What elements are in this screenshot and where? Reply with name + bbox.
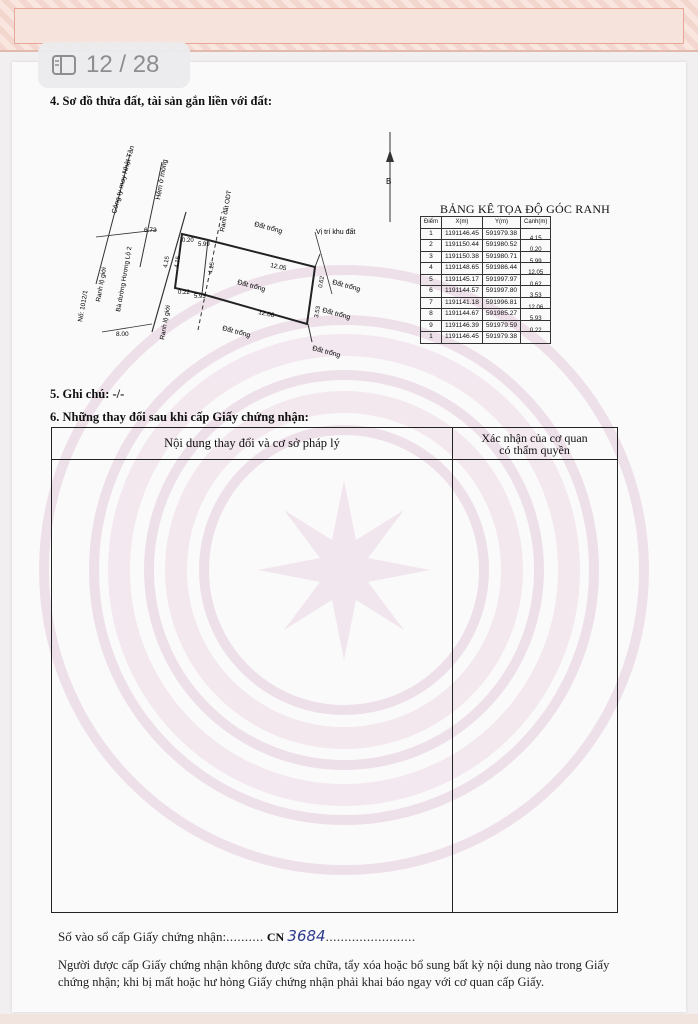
registry-number-line: Số vào sổ cấp Giấy chứng nhận:.......... CN 3684........................ <box>58 927 416 945</box>
coord-table-title: BẢNG KÊ TỌA ĐỘ GÓC RANH <box>440 202 611 216</box>
label-cong-ty: Công ty may Nhật Tân <box>111 145 137 215</box>
dim-5-99: 5.99 <box>198 242 210 248</box>
table-row: 8 1191144.67 591985.27 5.93 <box>421 309 551 321</box>
coord-table-header <box>421 217 551 229</box>
north-arrow-icon <box>386 132 394 222</box>
label-hem: Hẻm ở móng <box>155 158 170 201</box>
table-row: 9 1191146.39 591979.59 0.22 <box>421 320 551 332</box>
section-6-heading: 6. Những thay đổi sau khi cấp Giấy chứng nhận: <box>50 410 309 424</box>
certificate-bottom-border <box>0 1014 698 1024</box>
col-canh: Cạnh(m) <box>521 217 551 229</box>
table-row: 4 1191148.65 591986.44 12.05 <box>421 263 551 275</box>
dim-6-73: 6.73 <box>144 227 157 234</box>
label-dat-trong-6: Đất trống <box>311 345 342 360</box>
coord-table <box>420 216 551 344</box>
changes-col-content-header: Nội dung thay đổi và cơ sở pháp lý <box>164 436 340 450</box>
land-plot-polygon <box>175 234 315 324</box>
table-row: 5 1191145.17 591997.97 0.62 <box>421 274 551 286</box>
table-row: 3 1191150.38 591980.71 5.99 <box>421 251 551 263</box>
section-4-heading: 4. Sơ đồ thửa đất, tài sản gắn liền với đất: <box>50 94 273 108</box>
label-dat-trong-3: Đất trống <box>331 279 362 294</box>
section-5-heading: 5. Ghi chú: -/- <box>50 387 125 401</box>
table-row: 6 1191144.57 591997.80 3.53 <box>421 286 551 298</box>
table-row: 7 1191141.18 591996.81 12.06 <box>421 297 551 309</box>
label-dat-trong-4: Đất trống <box>321 307 352 322</box>
dim-8-00: 8.00 <box>116 331 129 338</box>
col-y: Y(m) <box>482 217 520 229</box>
dim-0-62: 0.62 <box>318 275 326 289</box>
label-no: Nố: 1012/1 <box>77 289 90 323</box>
registry-number: 3684 <box>287 927 326 945</box>
dim-3-53: 3.53 <box>314 305 322 319</box>
dim-4-15-c: 4.15 <box>208 261 216 275</box>
document-page <box>12 62 686 1012</box>
table-row: 1 1191146.45 591979.38 <box>421 332 551 344</box>
sidebar-toggle-icon[interactable] <box>52 55 76 75</box>
registry-prefix: CN <box>266 930 285 944</box>
dim-0-20: 0.20 <box>182 238 194 244</box>
changes-table <box>51 427 618 913</box>
dim-12-05: 12.05 <box>269 262 287 273</box>
page-counter-text: 12 / 28 <box>86 51 160 78</box>
page-counter[interactable] <box>38 42 190 88</box>
label-ranh-lo-gioi-2: Ranh lộ giới <box>159 304 173 341</box>
registry-label: Số vào sổ cấp Giấy chứng nhận: <box>58 929 227 944</box>
dim-4-15-a: 4.15 <box>163 255 171 269</box>
dim-12-06: 12.06 <box>257 309 275 320</box>
table-row: 1 1191146.45 591979.38 4.15 <box>421 228 551 240</box>
dim-4-15-b: 4.15 <box>174 255 182 269</box>
label-duong: Bà dường Hương Lộ 2 <box>115 246 134 313</box>
label-vi-tri: Vị trí khu đất <box>316 229 356 236</box>
north-label: B <box>386 177 392 186</box>
label-ranh-dat-odt: Ranh đất ODT <box>219 189 234 233</box>
dim-0-22: 0.22 <box>178 290 190 296</box>
legal-note: Người được cấp Giấy chứng nhận không được sửa chữa, tẩy xóa hoặc bổ sung bất kỳ nội dung nào trong Giấy chứng nhận; khi bị mất hoặc hư hỏng Giấy chứng nhận phải khai báo ngay với cơ quan cấp Giấy. <box>58 958 610 989</box>
label-dat-trong-1: Đất trống <box>253 221 284 236</box>
changes-col-confirm-header: Xác nhận của cơ quan có thẩm quyền <box>481 431 588 457</box>
dim-5-93: 5.93 <box>194 294 206 300</box>
label-dat-trong-5: Đất trống <box>221 325 252 340</box>
table-row: 2 1191150.44 591980.52 0.20 <box>421 240 551 252</box>
col-x: X(m) <box>442 217 483 229</box>
col-diem: Điểm <box>421 217 442 229</box>
label-ranh-lo-gioi-1: Ranh lộ giới <box>95 266 109 303</box>
label-dat-trong-2: Đất trống <box>236 279 267 294</box>
